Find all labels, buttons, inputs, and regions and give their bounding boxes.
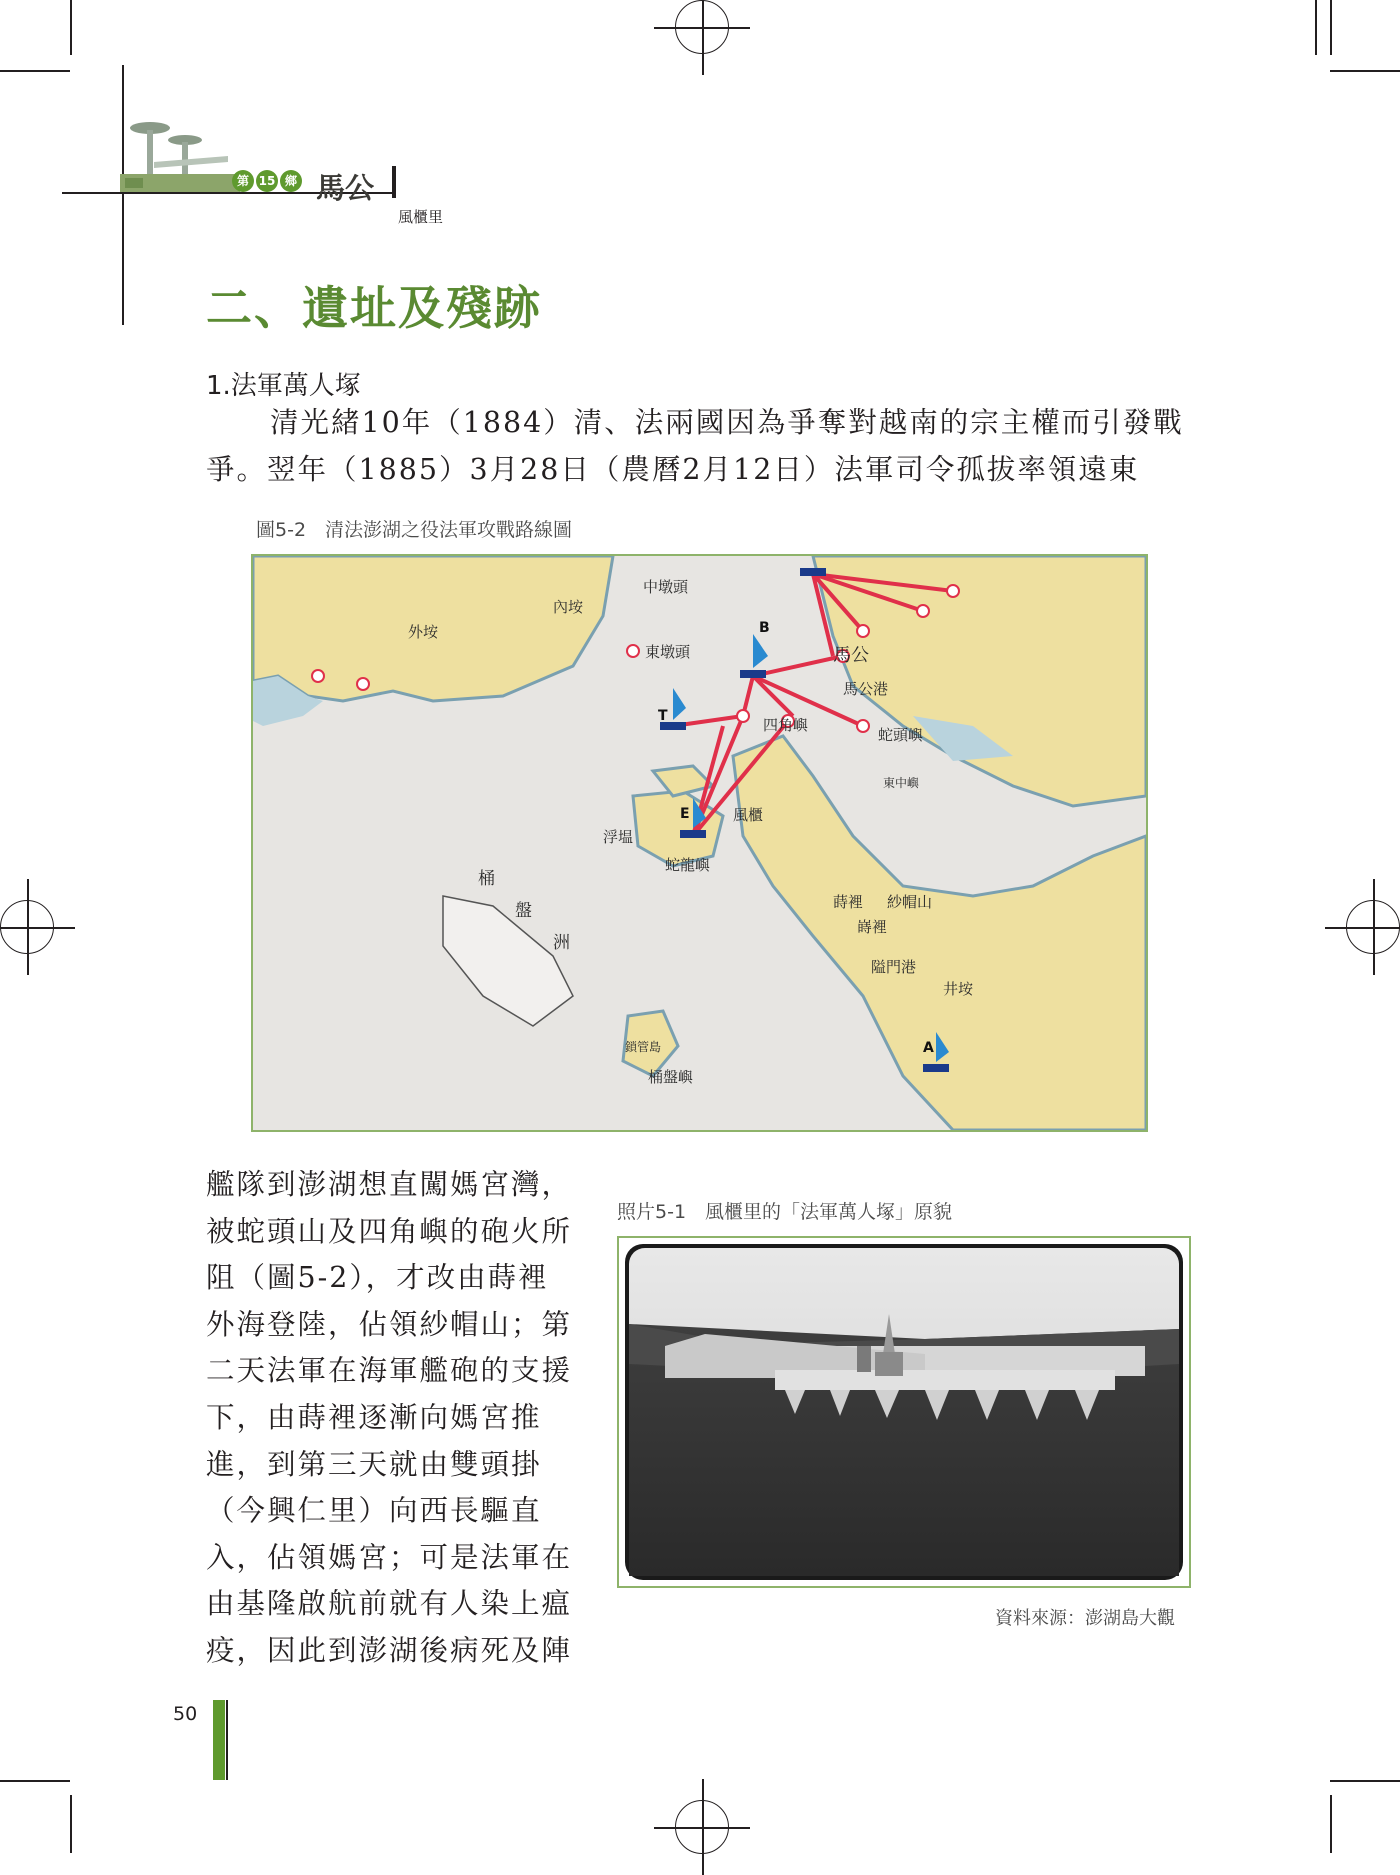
page-number-rule	[226, 1700, 228, 1780]
crop-mark	[1330, 0, 1332, 55]
map-label-sijiaoyu: 四角嶼	[763, 716, 809, 734]
body-line: 入，佔領媽宮；可是法軍在	[206, 1540, 573, 1574]
body-line: 進，到第三天就由雙頭掛	[206, 1447, 542, 1481]
map-label-shamaoshan: 紗帽山	[887, 893, 933, 911]
ship-letter-e: E	[680, 806, 690, 822]
map-label-shetouzhi: 蛇頭嶼	[878, 726, 924, 744]
body-line: 疫，因此到澎湖後病死及陣	[206, 1633, 573, 1667]
page-number: 50	[173, 1703, 198, 1725]
map-label-jiandao: 鎖管島	[625, 1040, 662, 1054]
body-line: 由基隆啟航前就有人染上瘟	[206, 1587, 573, 1621]
map-label-zhou: 洲	[553, 933, 570, 953]
crop-mark	[1330, 1780, 1400, 1782]
ship-letter-a: A	[923, 1040, 934, 1056]
photo-graphic	[625, 1244, 1183, 1580]
body-line: 外海登陸，佔領紗帽山；第	[206, 1307, 573, 1341]
map-caption: 圖5-2 清法澎湖之役法軍攻戰路線圖	[256, 519, 573, 541]
chapter-badge	[232, 170, 304, 196]
body-line: 阻（圖5-2），才改由蒔裡	[206, 1261, 549, 1295]
ship-letter-b: B	[759, 620, 770, 636]
map-label-magong: 馬公	[833, 645, 869, 666]
map-label-fuchang: 浮塭	[603, 828, 634, 846]
map-label-tongpanyu: 桶盤嶼	[648, 1068, 694, 1086]
map-label-fengui: 風櫃	[733, 806, 764, 824]
map-label-jingzi: 井垵	[943, 980, 974, 998]
registration-mark	[1346, 900, 1400, 954]
map-graphic	[253, 556, 1146, 1130]
place-name: 馬公	[316, 171, 375, 205]
body-line: 被蛇頭山及四角嶼的砲火所	[206, 1214, 573, 1248]
village-name: 風櫃里	[398, 208, 444, 226]
map-label-shelingyu: 蛇龍嶼	[665, 856, 711, 874]
body-line: 下，由蒔裡逐漸向媽宮推	[206, 1400, 542, 1434]
map-label-dongzhongji: 東中嶼	[883, 776, 920, 790]
page-number-bar	[213, 1700, 225, 1780]
header-vertical-rule	[122, 65, 124, 325]
crop-mark	[70, 1795, 72, 1853]
photo-source: 資料來源：澎湖島大觀	[995, 1608, 1175, 1629]
intro-paragraph: 清光緒10年（1884）清、法兩國因為爭奪對越南的宗主權而引發戰爭。翌年（1885）3月28日（農曆2月12日）法軍司令孤拔率領遠東	[206, 406, 1184, 486]
map-label-magonggang: 馬公港	[843, 680, 889, 698]
body-line: 艦隊到澎湖想直闖媽宮灣，	[206, 1168, 573, 1201]
map-label-tong: 桶	[478, 869, 495, 889]
crop-mark	[1315, 0, 1317, 55]
battle-route-map	[251, 554, 1148, 1132]
registration-mark	[675, 1800, 729, 1854]
ship-letter-t: T	[658, 708, 668, 724]
registration-mark	[0, 900, 54, 954]
chapter-badge-suffix: 鄉	[280, 170, 302, 192]
crop-mark	[0, 1780, 70, 1782]
crop-mark	[1330, 70, 1400, 72]
map-label-zhongmaotou: 中墩頭	[643, 578, 689, 596]
map-label-xiyuangang: 隘門港	[871, 958, 917, 976]
registration-mark	[675, 0, 729, 54]
crop-mark	[70, 0, 72, 55]
cemetery-photo	[617, 1236, 1191, 1588]
body-line: 二天法軍在海軍艦砲的支援	[206, 1354, 573, 1388]
map-label-dongmaotou: 東墩頭	[645, 643, 691, 661]
photo-caption: 照片5-1 風櫃里的「法軍萬人塚」原貌	[617, 1201, 953, 1223]
subsection-title: 1.法軍萬人塚	[206, 371, 361, 401]
map-label-pan: 盤	[515, 901, 532, 921]
map-label-waian: 外垵	[408, 623, 439, 641]
chapter-badge-prefix: 第	[232, 170, 254, 192]
map-label-shili: 蒔裡	[833, 893, 864, 911]
crop-mark	[0, 70, 70, 72]
body-column	[206, 1162, 601, 1675]
section-title: 二、遺址及殘跡	[206, 281, 542, 335]
map-label-shiwan: 嵵裡	[857, 918, 888, 936]
map-label-neian: 內垵	[553, 598, 584, 616]
building-illustration	[120, 112, 240, 194]
chapter-badge-number: 15	[256, 170, 278, 192]
place-divider	[392, 166, 396, 198]
body-line: （今興仁里）向西長驅直	[206, 1494, 542, 1528]
crop-mark	[1330, 1795, 1332, 1853]
